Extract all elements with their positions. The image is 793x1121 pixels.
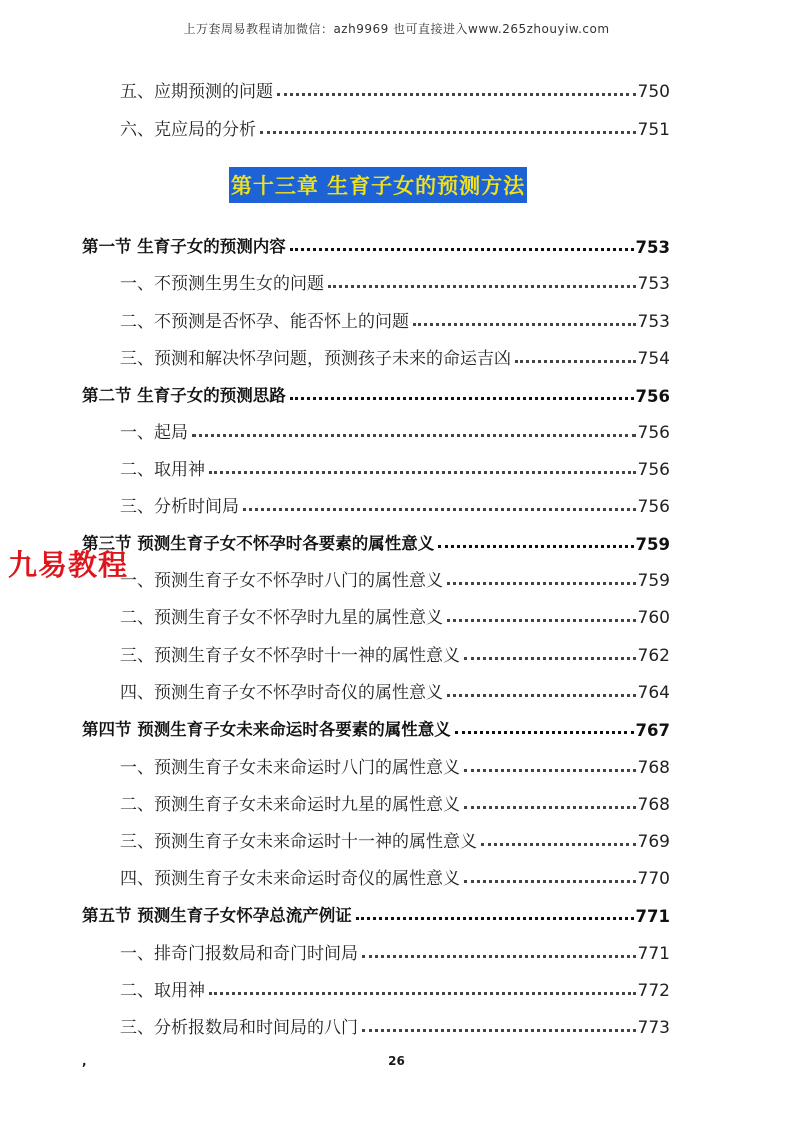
toc-section-label: 第五节 预测生育子女怀孕总流产例证 — [82, 906, 352, 925]
toc-item-page: 760 — [637, 608, 670, 628]
toc-leader — [447, 581, 636, 585]
toc-item — [120, 1012, 670, 1038]
toc-item-page: 772 — [637, 981, 670, 1001]
toc-item-page: 759 — [637, 571, 670, 591]
toc-item-label: 二、预测生育子女不怀孕时九星的属性意义 — [120, 608, 443, 628]
toc-section — [82, 900, 670, 926]
toc-leader — [260, 130, 636, 134]
toc-leader — [455, 730, 634, 734]
toc-section — [82, 231, 670, 257]
toc-item — [120, 640, 670, 666]
toc-section — [82, 714, 670, 740]
toc-item-page: 771 — [637, 944, 670, 964]
toc-item — [120, 752, 670, 778]
toc-section-page: 771 — [635, 907, 670, 926]
toc-item — [120, 268, 670, 294]
footer-mark: , — [82, 1054, 87, 1068]
toc-item-page: 768 — [637, 758, 670, 778]
toc-item-page: 756 — [637, 497, 670, 517]
toc-item-page: 750 — [637, 82, 670, 102]
toc-section-label: 第一节 生育子女的预测内容 — [82, 237, 286, 256]
toc-item-page: 769 — [637, 832, 670, 852]
page-header: 上万套周易教程请加微信：azh9969 也可直接进入www.265zhouyiw.com — [183, 22, 610, 36]
watermark-logo: 九易教程 — [8, 548, 129, 582]
toc-item-label: 三、分析时间局 — [120, 497, 239, 517]
toc-item-label: 三、分析报数局和时间局的八门 — [120, 1018, 358, 1038]
toc-item-label: 三、预测生育子女未来命运时十一神的属性意义 — [120, 832, 477, 852]
toc-item-label: 一、不预测生男生女的问题 — [120, 274, 324, 294]
toc-item-page: 753 — [637, 274, 670, 294]
toc-section-page: 767 — [635, 721, 670, 740]
toc-item-page: 762 — [637, 646, 670, 666]
toc-item-page: 756 — [637, 460, 670, 480]
toc-leader — [192, 433, 636, 437]
toc-item — [120, 975, 670, 1001]
toc-item — [120, 565, 670, 591]
toc-item-page: 773 — [637, 1018, 670, 1038]
toc-item — [120, 677, 670, 703]
toc-item-label: 二、不预测是否怀孕、能否怀上的问题 — [120, 312, 409, 332]
toc-leader — [356, 916, 634, 920]
toc-item-label: 一、预测生育子女未来命运时八门的属性意义 — [120, 758, 460, 778]
toc-item — [120, 602, 670, 628]
toc-item-page: 754 — [637, 349, 670, 369]
toc-section-label: 第四节 预测生育子女未来命运时各要素的属性意义 — [82, 720, 451, 739]
toc-section — [82, 380, 670, 406]
toc-item-page: 751 — [637, 120, 670, 140]
toc-leader — [290, 396, 634, 400]
toc-leader — [362, 1028, 636, 1032]
toc-item — [120, 863, 670, 889]
toc-item-label: 一、起局 — [120, 423, 188, 443]
toc-section-page: 753 — [635, 238, 670, 257]
toc-leader — [362, 954, 636, 958]
toc-item — [120, 826, 670, 852]
toc-leader — [328, 284, 636, 288]
toc-item — [120, 114, 670, 140]
toc-leader — [481, 842, 636, 846]
toc-item — [120, 417, 670, 443]
toc-section — [82, 528, 670, 554]
toc-item-label: 五、应期预测的问题 — [120, 82, 273, 102]
toc-item — [120, 491, 670, 517]
toc-section-page: 759 — [635, 535, 670, 554]
toc-leader — [209, 991, 636, 995]
toc-item-label: 二、取用神 — [120, 460, 205, 480]
toc-item-page: 770 — [637, 869, 670, 889]
toc-item — [120, 306, 670, 332]
page-number: 26 — [388, 1054, 405, 1068]
toc-item-label: 二、取用神 — [120, 981, 205, 1001]
toc-item-label: 三、预测生育子女不怀孕时十一神的属性意义 — [120, 646, 460, 666]
toc-item-page: 753 — [637, 312, 670, 332]
toc-item-label: 四、预测生育子女未来命运时奇仪的属性意义 — [120, 869, 460, 889]
toc-item-label: 六、克应局的分析 — [120, 120, 256, 140]
toc-leader — [464, 768, 636, 772]
toc-leader — [290, 247, 634, 251]
toc-item — [120, 343, 670, 369]
toc-item — [120, 789, 670, 815]
toc-leader — [209, 470, 636, 474]
toc-item-page: 768 — [637, 795, 670, 815]
chapter-title-banner — [229, 167, 527, 203]
toc-section-label: 第三节 预测生育子女不怀孕时各要素的属性意义 — [82, 534, 435, 553]
toc-leader — [413, 322, 636, 326]
chapter-title: 第十三章 生育子女的预测方法 — [230, 173, 526, 198]
toc-section-page: 756 — [635, 387, 670, 406]
toc-item — [120, 454, 670, 480]
toc-item-page: 764 — [637, 683, 670, 703]
toc-item-label: 一、排奇门报数局和奇门时间局 — [120, 944, 358, 964]
toc-leader — [464, 879, 636, 883]
toc-item-label: 三、预测和解决怀孕问题，预测孩子未来的命运吉凶 — [120, 349, 511, 369]
toc-leader — [447, 693, 636, 697]
toc-leader — [277, 92, 636, 96]
toc-item-label: 一、预测生育子女不怀孕时八门的属性意义 — [120, 571, 443, 591]
toc-item-label: 二、预测生育子女未来命运时九星的属性意义 — [120, 795, 460, 815]
toc-item-page: 756 — [637, 423, 670, 443]
toc-leader — [464, 656, 636, 660]
toc-item — [120, 938, 670, 964]
toc-leader — [438, 544, 633, 548]
toc-leader — [464, 805, 636, 809]
toc-item — [120, 76, 670, 102]
toc-leader — [515, 359, 636, 363]
toc-leader — [447, 618, 636, 622]
toc-leader — [243, 507, 636, 511]
toc-item-label: 四、预测生育子女不怀孕时奇仪的属性意义 — [120, 683, 443, 703]
toc-section-label: 第二节 生育子女的预测思路 — [82, 386, 286, 405]
